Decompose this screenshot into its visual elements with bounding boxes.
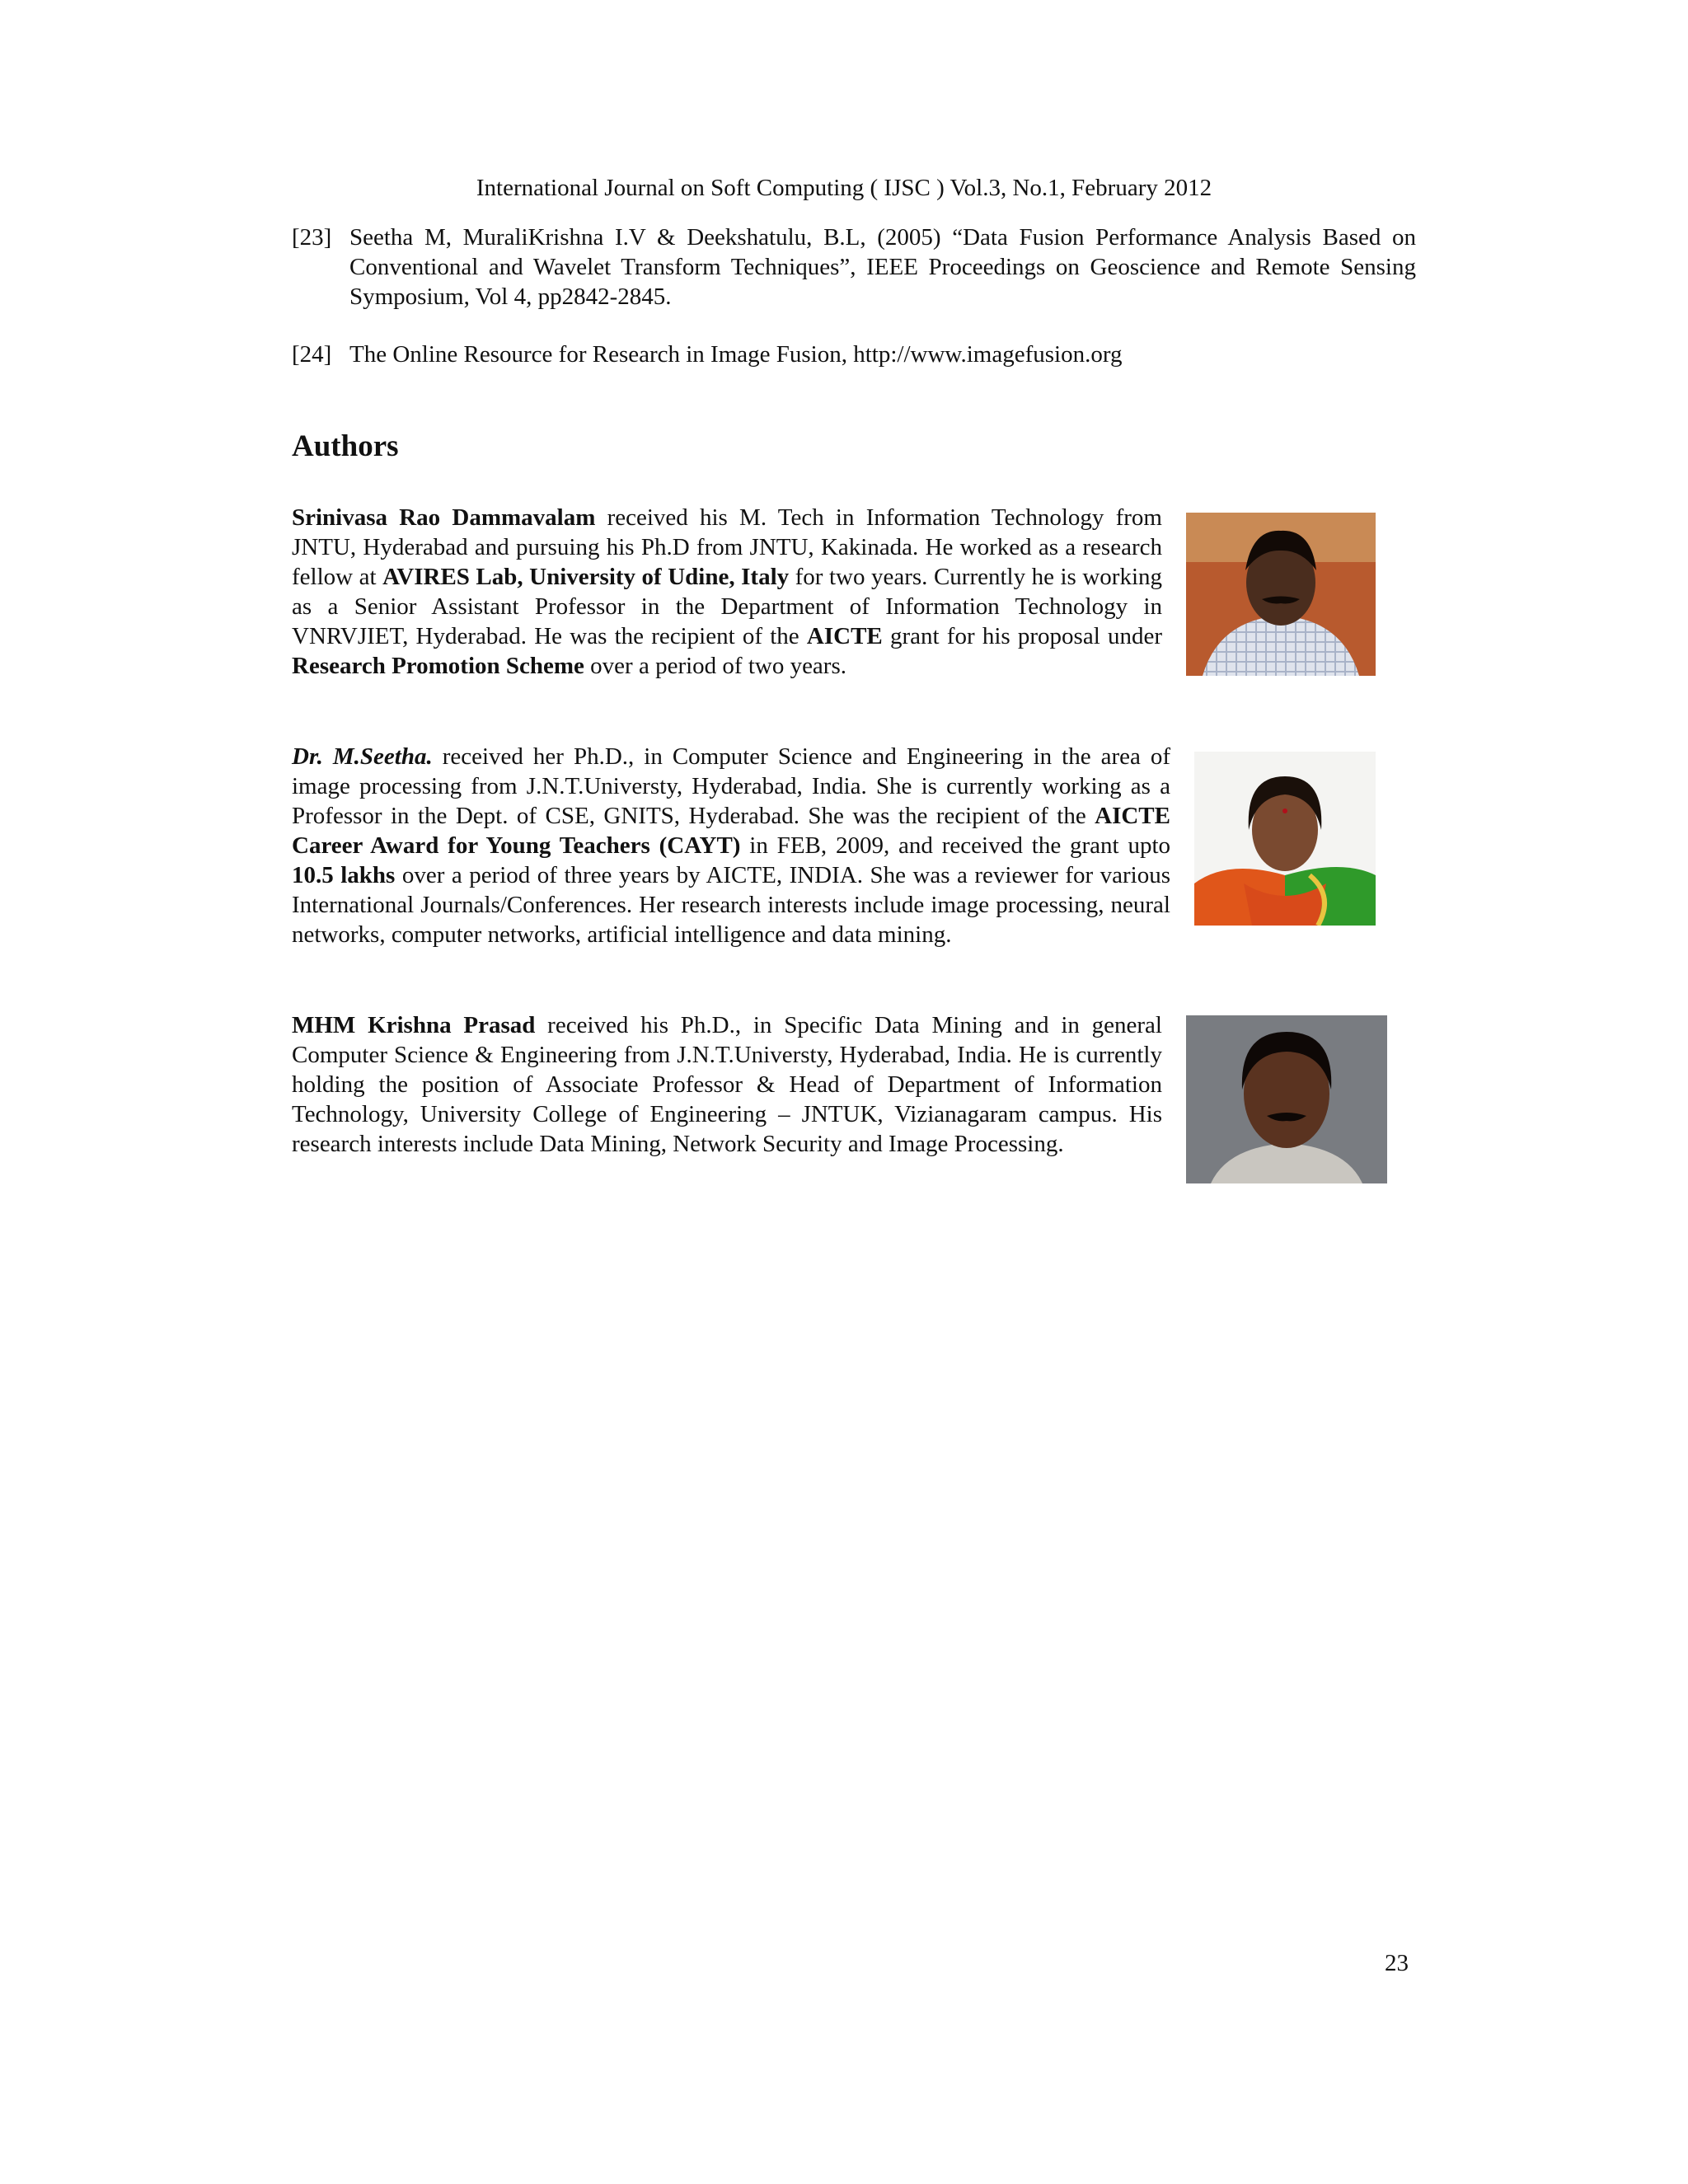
bio-emphasis: AICTE Career Award for Young Teachers (CAYT)	[292, 803, 1170, 859]
reference-text: The Online Resource for Research in Image Fusion, http://www.imagefusion.org	[349, 341, 1123, 368]
author-name: Srinivasa Rao Dammavalam	[292, 504, 596, 531]
reference-text: Seetha M, MuraliKrishna I.V & Deekshatulu, B.L, (2005) “Data Fusion Performance Analysis Based on Conventional and Wavelet Transform Techniques”, IEEE Proceedings on Geoscience and Remote Sensing Symposium, Vol 4, pp2842-2845.	[349, 224, 1416, 310]
bio-text: received his M. Tech in Information Technology from JNTU, Hyderabad and pursuing his Ph.D from JNTU, Kakinada. He worked as a research fellow at	[292, 504, 1162, 590]
bio-emphasis: AVIRES Lab, University of Udine, Italy	[382, 564, 790, 590]
author-photo-1	[1186, 513, 1376, 676]
authors-heading: Authors	[292, 429, 399, 463]
reference-item	[292, 223, 1416, 312]
author-bio-1	[292, 503, 1162, 681]
page-number: 23	[1385, 1950, 1409, 1976]
running-header: International Journal on Soft Computing ( IJSC ) Vol.3, No.1, February 2012	[476, 175, 1212, 201]
bio-text: over a period of three years by AICTE, INDIA. She was a reviewer for various International Journals/Conferences. Her research interests include image processing, neural networks, computer networks, artificial intelligence and data mining.	[292, 862, 1170, 948]
author-photo-2	[1194, 752, 1376, 926]
reference-list	[292, 223, 1416, 397]
bio-text: received her Ph.D., in Computer Science and Engineering in the area of image processing from J.N.T.Universty, Hyderabad, India. She is currently working as a Professor in the Dept. of CSE, GNITS, Hyderabad. She was the recipient of the	[292, 743, 1171, 829]
bio-text: for two years. Currently he is working as a Senior Assistant Professor in the Department of Information Technology in VNRVJIET, Hyderabad. He was the recipient of the	[292, 564, 1163, 649]
author-name: Dr. M.Seetha.	[292, 743, 433, 770]
author-bio-3	[292, 1010, 1162, 1159]
bio-text: received his Ph.D., in Specific Data Mining and in general Computer Science & Engineering from J.N.T.Universty, Hyderabad, India. He is currently holding the position of Associate Professor & Head of Department of Information Technology, University College of Engineering – JNTUK, Vizianagaram campus. His research interests include Data Mining, Network Security and Image Processing.	[292, 1012, 1162, 1157]
reference-item	[292, 340, 1416, 369]
reference-number: [24]	[292, 341, 332, 368]
author-name: MHM Krishna Prasad	[292, 1012, 536, 1038]
author-photo-3	[1186, 1015, 1387, 1183]
reference-number: [23]	[292, 224, 332, 251]
bio-text: grant for his proposal under	[882, 623, 1162, 649]
author-bio-2	[292, 742, 1170, 949]
bio-text: in FEB, 2009, and received the grant upto	[740, 832, 1170, 859]
bio-emphasis: 10.5 lakhs	[292, 862, 396, 888]
bio-emphasis: AICTE	[806, 623, 883, 649]
bio-emphasis: Research Promotion Scheme	[292, 653, 584, 679]
bio-text: over a period of two years.	[584, 653, 847, 679]
